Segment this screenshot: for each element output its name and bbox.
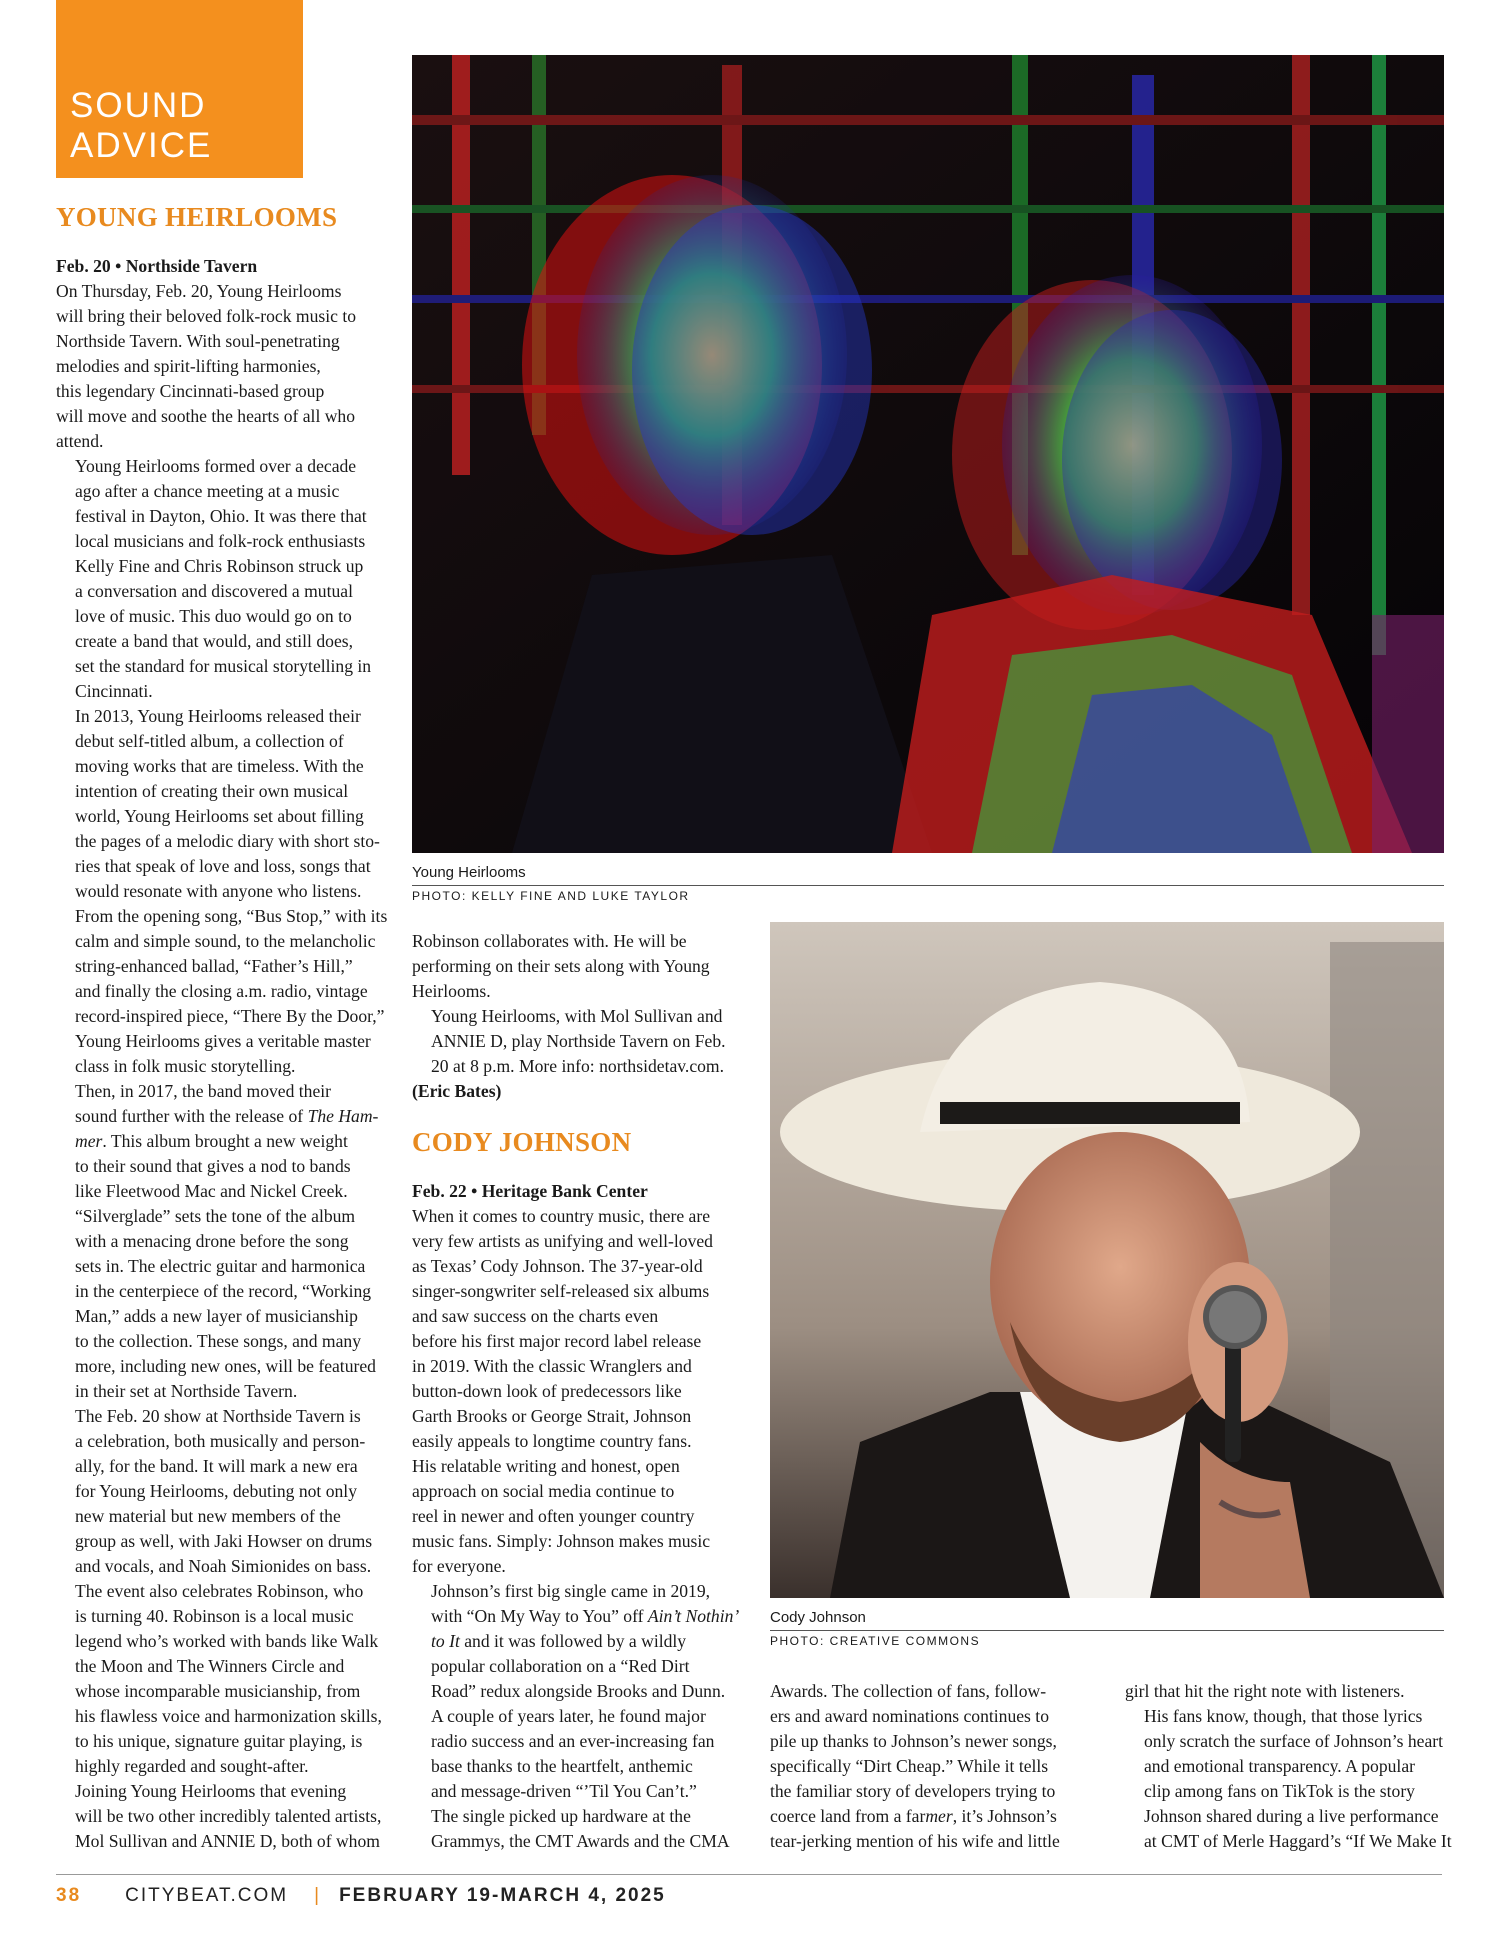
text-line: Robinson collaborates with. He will be [412,931,687,951]
text-line: tear-jerking mention of his wife and little [770,1831,1060,1851]
text-line: Young Heirlooms, with Mol Sullivan and [431,1006,723,1026]
photo-caption: Young Heirlooms [412,864,526,881]
text-line: group as well, with Jaki Howser on drums [75,1531,373,1551]
section-tag-label: SOUND ADVICE [70,86,213,165]
text-line: The event also celebrates Robinson, who [75,1581,364,1601]
text-line: record-inspired piece, “There By the Door,” [75,1006,385,1026]
caption-divider [770,1630,1444,1631]
text-line: moving works that are timeless. With the [75,756,364,776]
paragraph [56,1404,382,1779]
paragraph [1125,1679,1450,1704]
text-line: festival in Dayton, Ohio. It was there that [75,506,367,526]
text-line: for everyone. [412,1556,506,1576]
text-line: ries that speak of love and loss, songs that [75,856,371,876]
text-line: Northside Tavern. With soul-penetrating [56,331,340,351]
text-line: and message-driven “’Til You Can’t.” [431,1781,697,1801]
text-line: the Moon and The Winners Circle and [75,1656,345,1676]
text-line: Kelly Fine and Chris Robinson struck up [75,556,364,576]
page-footer [56,1885,666,1907]
text-line: a celebration, both musically and person- [75,1431,366,1451]
text-line: a conversation and discovered a mutual [75,581,353,601]
text-line: intention of creating their own musical [75,781,349,801]
text-line: string-enhanced ballad, “Father’s Hill,” [75,956,353,976]
text-line: class in folk music storytelling. [75,1056,296,1076]
text-line: Young Heirlooms formed over a decade [75,456,357,476]
text-line: approach on social media continue to [412,1481,675,1501]
text-line: performing on their sets along with Young [412,956,710,976]
text-line: A couple of years later, he found major [431,1706,706,1726]
text-line: clip among fans on TikTok is the story [1144,1781,1415,1801]
text-line: with a menacing drone before the song [75,1231,349,1251]
text-line: ANNIE D, play Northside Tavern on Feb. [431,1031,726,1051]
text-line: Garth Brooks or George Strait, Johnson [412,1406,692,1426]
text-line: Man,” adds a new layer of musicianship [75,1306,358,1326]
article-column-3 [770,1679,1095,1854]
paragraph [56,1779,382,1854]
text-line: very few artists as unifying and well-loved [412,1231,713,1251]
text-line: music fans. Simply: Johnson makes music [412,1531,711,1551]
text-line: pile up thanks to Johnson’s newer songs, [770,1731,1057,1751]
text-line: button-down look of predecessors like [412,1381,682,1401]
text-line: will bring their beloved folk-rock music to [56,306,357,326]
text-line: Heirlooms. [412,981,491,1001]
text-line: ally, for the band. It will mark a new era [75,1456,358,1476]
article-column-2 [412,1179,740,1854]
photo-credit: PHOTO: CREATIVE COMMONS [770,1634,981,1648]
paragraph [1125,1704,1450,1854]
text-line: When it comes to country music, there are [412,1206,711,1226]
text-line: more, including new ones, will be featured [75,1356,376,1376]
text-line: singer-songwriter self-released six albums [412,1281,710,1301]
text-line: On Thursday, Feb. 20, Young Heirlooms [56,281,342,301]
photo-credit: PHOTO: KELLY FINE AND LUKE TAYLOR [412,889,690,903]
text-line: “Silverglade” sets the tone of the album [75,1206,356,1226]
text-line: Mol Sullivan and ANNIE D, both of whom [75,1831,380,1851]
text-line: popular collaboration on a “Red Dirt [431,1656,690,1676]
text-line: before his first major record label release [412,1331,702,1351]
text-line: ers and award nominations continues to [770,1706,1049,1726]
text-line: ago after a chance meeting at a music [75,481,340,501]
text-line: Road” redux alongside Brooks and Dunn. [431,1681,726,1701]
young-heirlooms-caption [412,864,1444,903]
text-line: new material but new members of the [75,1506,341,1526]
text-line: Cincinnati. [75,681,153,701]
text-line: easily appeals to longtime country fans. [412,1431,692,1451]
text-line: His fans know, though, that those lyrics [1144,1706,1423,1726]
text-line: and saw success on the charts even [412,1306,659,1326]
text-line: set the standard for musical storytelling in [75,656,372,676]
article-headline-young-heirlooms: YOUNG HEIRLOOMS [56,202,338,232]
cody-johnson-photo [770,922,1444,1598]
text-line: local musicians and folk-rock enthusiasts [75,531,366,551]
text-line: love of music. This duo would go on to [75,606,352,626]
text-line: would resonate with anyone who listens. [75,881,362,901]
text-line: for Young Heirlooms, debuting not only [75,1481,357,1501]
paragraph [56,704,388,1079]
text-line: create a band that would, and still does, [75,631,353,651]
text-line: mer. This album brought a new weight [75,1131,348,1151]
text-line: Johnson shared during a live performance [1144,1806,1439,1826]
article-headline-cody-johnson: CODY JOHNSON [412,1127,632,1157]
text-line: melodies and spirit-lifting harmonies, [56,356,321,376]
paragraph [56,1079,379,1404]
text-line: and emotional transparency. A popular [1144,1756,1415,1776]
paragraph [412,1204,737,1579]
text-line: legend who’s worked with bands like Walk [75,1631,379,1651]
text-line: the familiar story of developers trying to [770,1781,1056,1801]
text-line: Grammys, the CMT Awards and the CMA [431,1831,730,1851]
text-line: will be two other incredibly talented artists, [75,1806,382,1826]
text-line: coerce land from a farmer, it’s Johnson’s [770,1806,1057,1826]
text-line: as Texas’ Cody Johnson. The 37-year-old [412,1256,703,1276]
text-line: his flawless voice and harmonization skills, [75,1706,382,1726]
dateline: Feb. 22 • Heritage Bank Center [412,1181,648,1201]
byline: (Eric Bates) [412,1081,502,1101]
article-column-2-continued [412,929,737,1079]
paragraph [770,1679,1095,1854]
text-line: this legendary Cincinnati-based group [56,381,325,401]
text-line: sets in. The electric guitar and harmonica [75,1256,366,1276]
text-line: and vocals, and Noah Simionides on bass. [75,1556,372,1576]
page-number: 38 [56,1885,82,1906]
text-line: From the opening song, “Bus Stop,” with its [75,906,388,926]
text-line: is turning 40. Robinson is a local music [75,1606,354,1626]
dateline: Feb. 20 • Northside Tavern [56,256,258,276]
text-line: Joining Young Heirlooms that evening [75,1781,347,1801]
photo-caption: Cody Johnson [770,1609,866,1626]
text-line: reel in newer and often younger country [412,1506,695,1526]
text-line: will move and soothe the hearts of all who [56,406,356,426]
footer-separator: | [314,1885,322,1906]
cody-johnson-caption [770,1609,1444,1648]
text-line: girl that hit the right note with listeners. [1125,1681,1405,1701]
text-line: in their set at Northside Tavern. [75,1381,298,1401]
text-line: calm and simple sound, to the melancholic [75,931,376,951]
site-name: CITYBEAT.COM [125,1885,289,1906]
text-line: sound further with the release of The Ham- [75,1106,379,1126]
text-line: radio success and an ever-increasing fan [431,1731,715,1751]
footer-divider [56,1874,1442,1875]
text-line: in 2019. With the classic Wranglers and [412,1356,692,1376]
text-line: base thanks to the heartfelt, anthemic [431,1756,693,1776]
text-line: to their sound that gives a nod to bands [75,1156,351,1176]
text-line: with “On My Way to You” off Ain’t Nothin’ [431,1606,740,1626]
text-line: In 2013, Young Heirlooms released their [75,706,361,726]
issue-date: FEBRUARY 19-MARCH 4, 2025 [339,1885,666,1906]
text-line: 20 at 8 p.m. More info: northsidetav.com. [431,1056,725,1076]
paragraph [56,454,376,704]
text-line: world, Young Heirlooms set about filling [75,806,364,826]
young-heirlooms-photo [412,55,1444,853]
text-line: at CMT of Merle Haggard’s “If We Make It [1144,1831,1452,1851]
text-line: to his unique, signature guitar playing, is [75,1731,363,1751]
text-line: The Feb. 20 show at Northside Tavern is [75,1406,361,1426]
text-line: The single picked up hardware at the [431,1806,691,1826]
text-line: highly regarded and sought-after. [75,1756,309,1776]
paragraph [412,1579,740,1854]
text-line: to It and it was followed by a wildly [431,1631,687,1651]
text-line: the pages of a melodic diary with short sto- [75,831,380,851]
text-line: Awards. The collection of fans, follow- [770,1681,1047,1701]
text-line: in the centerpiece of the record, “Working [75,1281,372,1301]
text-line: Johnson’s first big single came in 2019, [431,1581,711,1601]
text-line: only scratch the surface of Johnson’s heart [1144,1731,1443,1751]
text-line: attend. [56,431,104,451]
paragraph [412,929,737,1004]
caption-divider [412,885,1444,886]
text-line: specifically “Dirt Cheap.” While it tells [770,1756,1049,1776]
paragraph [412,1004,737,1079]
text-line: debut self-titled album, a collection of [75,731,344,751]
article-column-1 [56,254,388,1854]
text-line: like Fleetwood Mac and Nickel Creek. [75,1181,348,1201]
text-line: whose incomparable musicianship, from [75,1681,361,1701]
section-tag [56,0,303,178]
paragraph [56,279,376,454]
text-line: Then, in 2017, the band moved their [75,1081,332,1101]
text-line: His relatable writing and honest, open [412,1456,680,1476]
text-line: to the collection. These songs, and many [75,1331,362,1351]
article-column-4 [1125,1679,1450,1854]
text-line: and finally the closing a.m. radio, vintage [75,981,368,1001]
text-line: Young Heirlooms gives a veritable master [75,1031,371,1051]
